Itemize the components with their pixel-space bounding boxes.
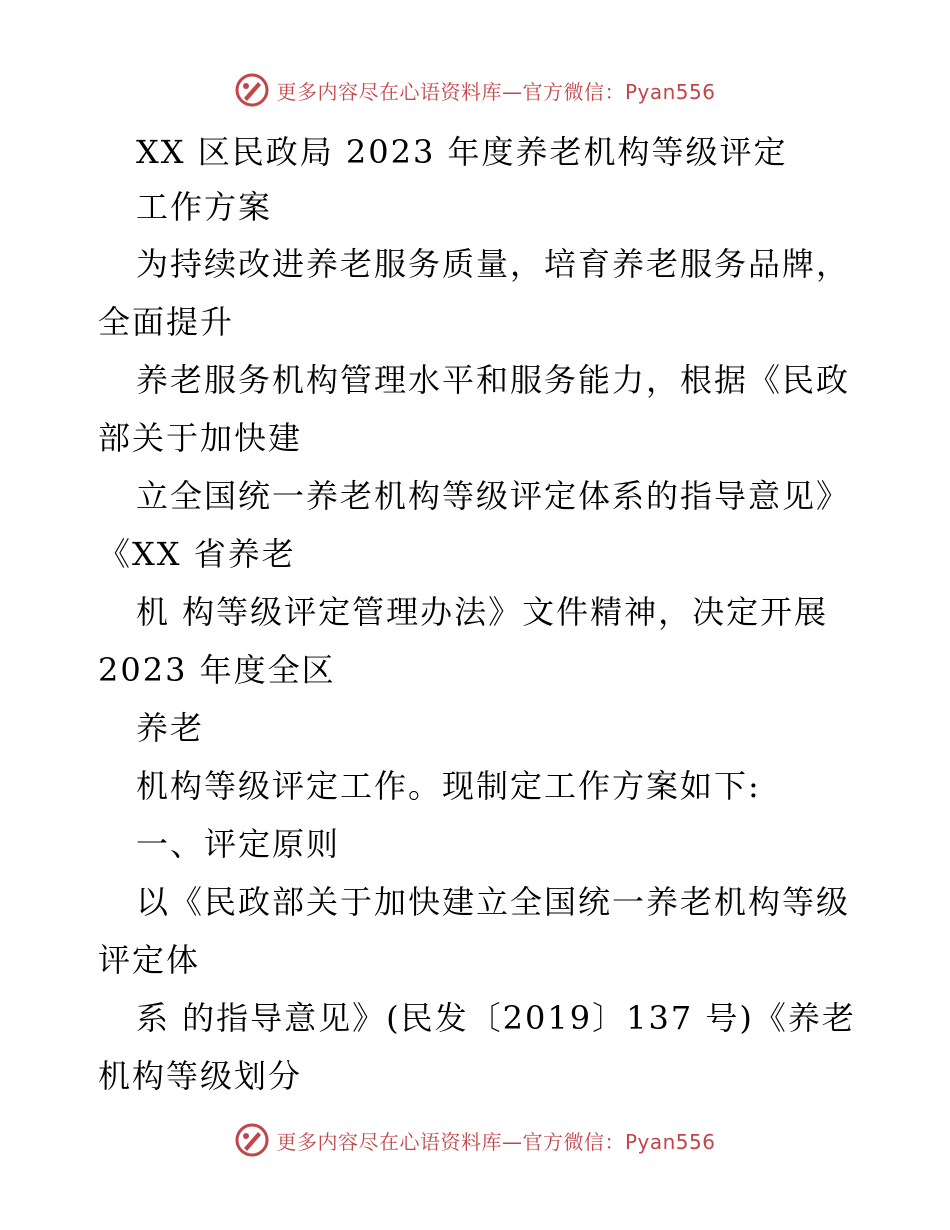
- doc-line: 系 的指导意见》(民发〔2019〕137 号)《养老: [136, 999, 856, 1037]
- pen-seal-icon: [234, 72, 270, 108]
- doc-line: 《XX 省养老: [98, 535, 296, 573]
- doc-line: 立全国统一养老机构等级评定体系的指导意见》: [136, 477, 851, 515]
- doc-line: 以《民政部关于加快建立全国统一养老机构等级: [136, 883, 851, 921]
- doc-line: 养老: [136, 709, 205, 747]
- doc-line: 机 构等级评定管理办法》文件精神，决定开展: [136, 593, 829, 631]
- watermark-text: 更多内容尽在心语资料库—官方微信：Pyan556: [276, 1129, 716, 1154]
- doc-line: 为持续改进养老服务质量，培育养老服务品牌，: [136, 245, 851, 283]
- doc-line: 2023 年度全区: [98, 651, 336, 689]
- section-heading: 一、评定原则: [136, 825, 341, 863]
- doc-line: 机构等级划分: [98, 1057, 303, 1095]
- doc-line: 全面提升: [98, 303, 235, 341]
- doc-line: 养老服务机构管理水平和服务能力，根据《民政: [136, 361, 851, 399]
- doc-line: 部关于加快建: [98, 419, 303, 457]
- pen-seal-icon: [234, 1122, 270, 1158]
- watermark-text: 更多内容尽在心语资料库—官方微信：Pyan556: [276, 79, 716, 104]
- doc-title: XX 区民政局 2023 年度养老机构等级评定: [136, 133, 788, 171]
- doc-line: 机构等级评定工作。现制定工作方案如下:: [136, 767, 761, 805]
- watermark-footer: [0, 1120, 950, 1160]
- watermark-header: [0, 70, 950, 110]
- doc-line: 评定体: [98, 941, 201, 979]
- doc-subtitle: 工作方案: [136, 188, 273, 226]
